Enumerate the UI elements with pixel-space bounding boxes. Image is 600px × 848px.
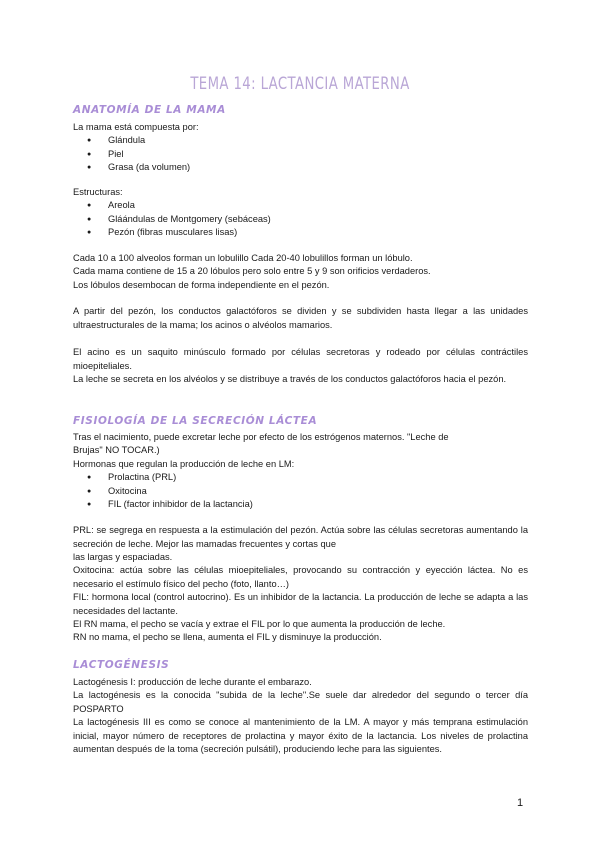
list-item: ● Pezón (fibras musculares lisas) (87, 226, 271, 240)
anatomia-paragraph: El acino es un saquito minúsculo formado por células secretoras y rodeado por células contráctiles mioepiteliales. (73, 347, 528, 371)
lactogenesis-line: La lactogénesis es la conocida "subida de la leche".Se suele dar alrededor del segundo o tercer día POSPARTO (73, 690, 528, 714)
oxitocina-paragraph: Oxitocina: actúa sobre las células mioepiteliales, provocando su contracción y eyección láctea. No es necesario el estímulo físico del pecho (foto, llanto…) (73, 565, 528, 589)
list-item: ● Oxitocina (87, 485, 253, 499)
list-item: ● Glándula (87, 134, 190, 148)
anatomia-line: Los lóbulos desembocan de forma independiente en el pezón. (73, 280, 330, 290)
document-title: TEMA 14: LACTANCIA MATERNA (190, 74, 410, 94)
fisiologia-line: Tras el nacimiento, puede excretar leche por efecto de los estrógenos maternos. "Leche de (73, 432, 449, 442)
heading-lactogenesis: LACTOGÉNESIS (73, 659, 170, 671)
list-item: ● Areola (87, 199, 271, 213)
prl-paragraph: PRL: se segrega en respuesta a la estimulación del pezón. Actúa sobre las células secretoras aumentando la secreción de leche. Mejor las mamadas frecuentes y cortas que (73, 525, 528, 549)
rn-line: RN no mama, el pecho se llena, aumenta el FIL y disminuye la producción. (73, 632, 382, 642)
lactogenesis-paragraph: La lactogénesis III es como se conoce al mantenimiento de la LM. A mayor y más temprana estimulación inicial, mayor número de receptores de prolactina y mayor éxito de la lactancia. Los niveles de prolactina aumentan después de la toma (secreción pulsátil), produciendo leche para las siguientes. (73, 717, 528, 754)
anatomia-paragraph: La leche se secreta en los alvéolos y se distribuye a través de los conductos galactóforos hacia el pezón. (73, 374, 507, 384)
list-item: ● Gláándulas de Montgomery (sebáceas) (87, 213, 271, 227)
fisiologia-line: Brujas" NO TOCAR.) (73, 445, 160, 455)
list-item: ● FIL (factor inhibidor de la lactancia) (87, 498, 253, 512)
rn-line: El RN mama, el pecho se vacía y extrae el FIL por lo que aumenta la producción de leche. (73, 619, 446, 629)
anatomia-line: Cada mama contiene de 15 a 20 lóbulos pero solo entre 5 y 9 son orificios verdaderos. (73, 266, 431, 276)
prl-paragraph-end: las largas y espaciadas. (73, 552, 173, 562)
hormonas-label: Hormonas que regulan la producción de leche en LM: (73, 459, 295, 469)
anatomia-intro: La mama está compuesta por: (73, 122, 199, 132)
fil-paragraph: FIL: hormona local (control autocrino). Es un inhibidor de la lactancia. La producción de leche se adapta a las necesidades del lactante. (73, 592, 528, 616)
page-number: 1 (517, 797, 524, 809)
heading-fisiologia: FISIOLOGÍA DE LA SECRECIÓN LÁCTEA (73, 415, 318, 427)
estructuras-list (87, 199, 271, 240)
list-item: ● Grasa (da volumen) (87, 161, 190, 175)
hormonas-list (87, 471, 253, 512)
heading-anatomia: ANATOMÍA DE LA MAMA (73, 104, 226, 116)
anatomia-line: Cada 10 a 100 alveolos forman un lobulillo Cada 20-40 lobulillos forman un lóbulo. (73, 253, 413, 263)
anatomia-paragraph: A partir del pezón, los conductos galactóforos se dividen y se subdividen hasta llegar a las unidades ultraestructurales de la mama; los acinos o alvéolos mamarios. (73, 306, 528, 330)
lactogenesis-line: Lactogénesis I: producción de leche durante el embarazo. (73, 677, 312, 687)
components-list (87, 134, 190, 175)
list-item: ● Piel (87, 148, 190, 162)
estructuras-label: Estructuras: (73, 187, 123, 197)
list-item: ● Prolactina (PRL) (87, 471, 253, 485)
